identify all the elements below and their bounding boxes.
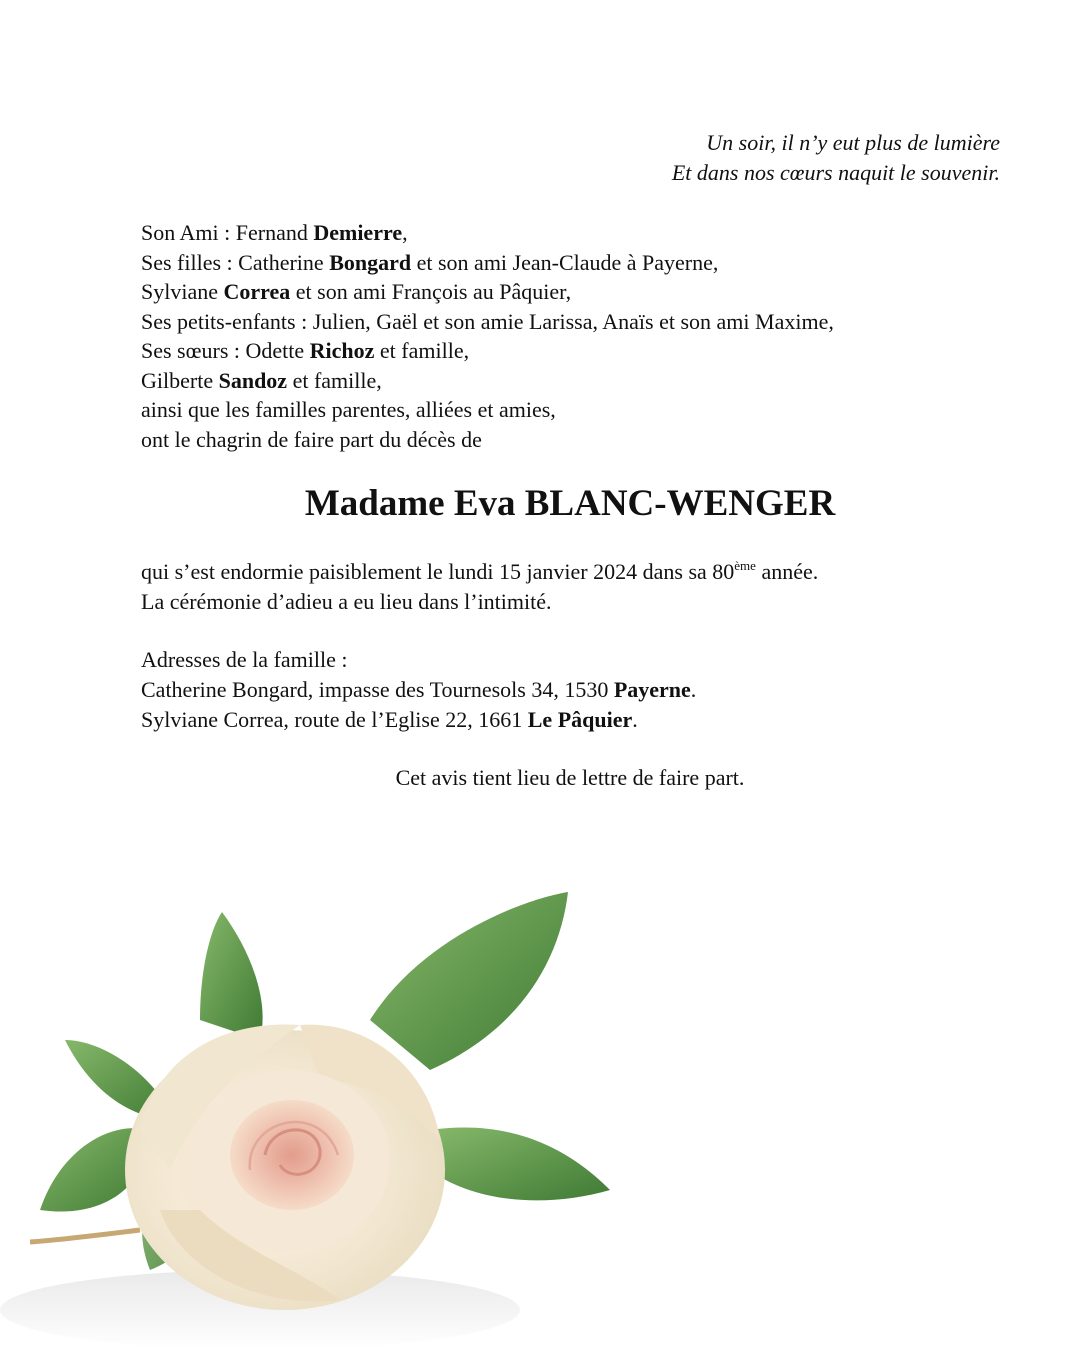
family-line: ainsi que les familles parentes, alliées et amies,: [141, 397, 556, 422]
text: et famille,: [374, 338, 470, 363]
addresses-heading: Adresses de la famille :: [141, 647, 348, 672]
stem: [30, 1230, 140, 1242]
text: ,: [402, 220, 408, 245]
surname: Demierre: [313, 220, 403, 245]
rose-center: [230, 1100, 354, 1210]
surname: Correa: [223, 279, 291, 304]
deceased-name: Madame Eva BLANC-WENGER: [304, 483, 836, 524]
family-line: ont le chagrin de faire part du décès de: [141, 426, 482, 452]
family-line: [141, 218, 834, 248]
leaf-right: [430, 1128, 610, 1201]
text: Son Ami : Fernand: [141, 220, 314, 245]
death-line-2: La cérémonie d’adieu a eu lieu dans l’intimité.: [141, 589, 552, 614]
text: année.: [755, 559, 819, 584]
text: Sylviane Correa, route de l’Eglise 22, 1661: [141, 707, 528, 732]
death-notice: [141, 557, 818, 617]
closing-note: Cet avis tient lieu de lettre de faire part.: [395, 765, 745, 790]
text: Ses sœurs : Odette: [141, 338, 310, 363]
text: Ses filles : Catherine: [141, 249, 330, 275]
address-line: [141, 675, 696, 705]
text: Catherine Bongard, impasse des Tournesols 34, 1530: [141, 677, 614, 702]
rose-image: [0, 870, 720, 1348]
address-line: [141, 705, 696, 735]
family-line: Ses petits-enfants : Julien, Gaël et son amie Larissa, Anaïs et son ami Maxime,: [141, 308, 834, 334]
family-line: [141, 248, 834, 278]
family-line: [141, 336, 834, 366]
family-line: [141, 366, 834, 396]
surname: Bongard: [329, 249, 412, 275]
text: .: [632, 707, 638, 732]
surname: Sandoz: [218, 367, 288, 393]
poem-line-1: Un soir, il n’y eut plus de lumière: [706, 130, 1000, 155]
town: Le Pâquier: [527, 707, 633, 732]
leaf-top: [200, 912, 263, 1040]
family-addresses: [141, 645, 696, 735]
text: et son ami François au Pâquier,: [290, 279, 572, 304]
poem-line-2: Et dans nos cœurs naquit le souvenir.: [671, 160, 1000, 185]
text: .: [690, 677, 697, 702]
family-line: [141, 277, 834, 307]
text: Gilberte: [141, 367, 219, 393]
leaf-top-right: [370, 892, 568, 1070]
text: et son ami Jean-Claude à Payerne,: [411, 249, 719, 275]
surname: Richoz: [309, 338, 375, 363]
text: Sylviane: [141, 279, 224, 304]
text: et famille,: [287, 367, 382, 393]
town: Payerne: [613, 677, 691, 702]
ordinal-suffix: ème: [734, 558, 756, 573]
text: qui s’est endormie paisiblement le lundi 15 janvier 2024 dans sa 80: [141, 559, 735, 584]
epigraph-poem: [672, 128, 1000, 188]
death-line-1: [141, 557, 818, 587]
family-list: [141, 218, 834, 454]
